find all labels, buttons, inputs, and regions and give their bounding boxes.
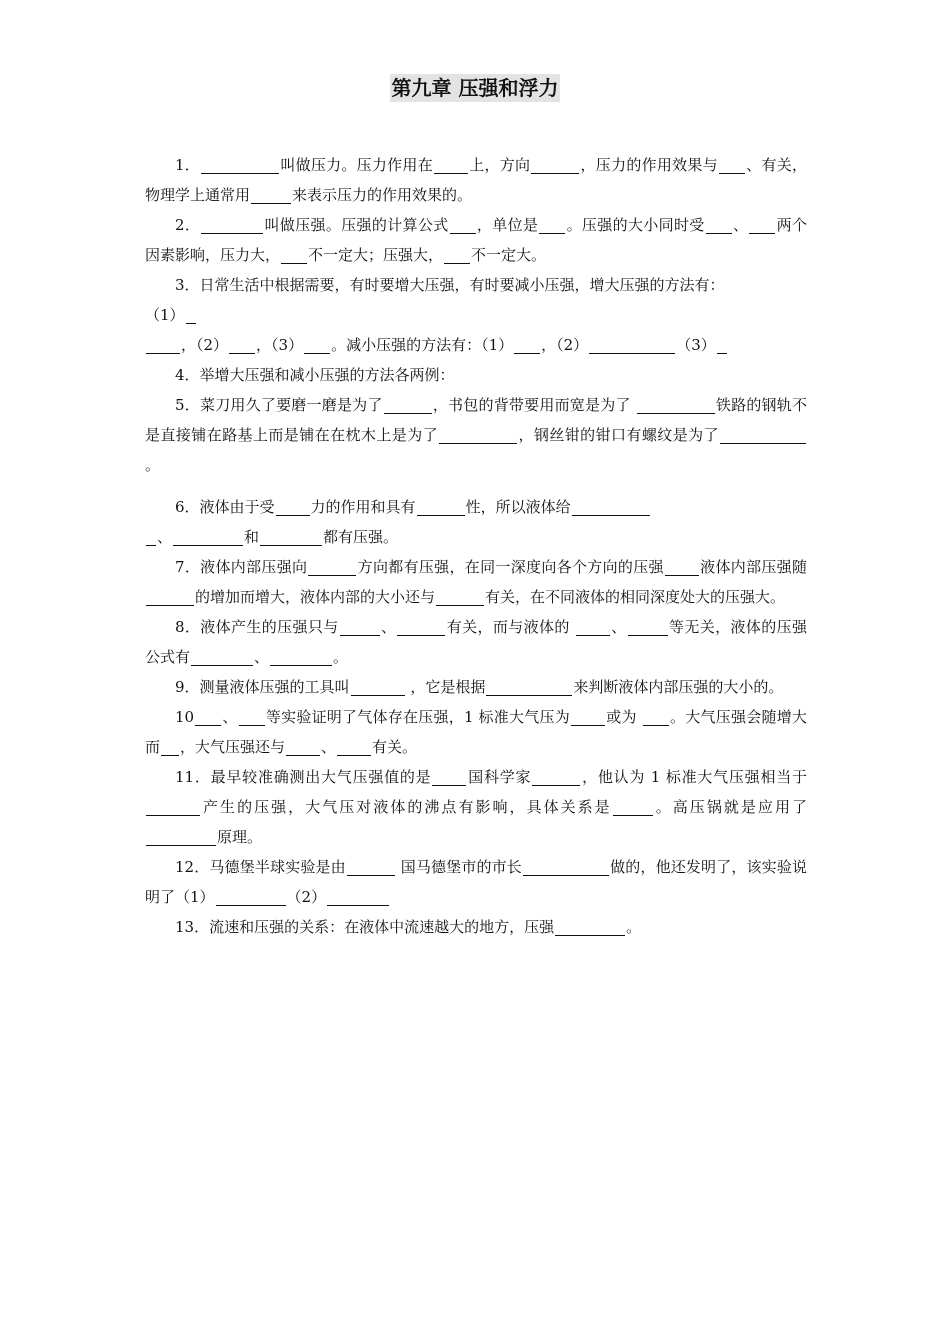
- fill-blank[interactable]: [523, 858, 609, 876]
- fill-blank[interactable]: [444, 246, 470, 264]
- q12-text: （2）: [286, 888, 327, 906]
- question-5: [145, 390, 807, 480]
- fill-blank[interactable]: [276, 498, 310, 516]
- fill-blank[interactable]: [229, 336, 255, 354]
- fill-blank[interactable]: [286, 738, 320, 756]
- fill-blank[interactable]: [304, 336, 330, 354]
- question-3: [145, 270, 807, 330]
- fill-blank[interactable]: [717, 336, 727, 354]
- q12-text: 做的，他还发明了: [609, 858, 732, 876]
- fill-blank[interactable]: [439, 426, 517, 444]
- fill-blank[interactable]: [146, 528, 156, 546]
- q12-text: 国马德堡市的市长: [395, 858, 522, 876]
- q3-text: （3）: [676, 336, 716, 354]
- q9-text: 来判断液体内部压强的大小的。: [573, 678, 784, 696]
- q6-text: 、: [157, 528, 173, 546]
- fill-blank[interactable]: [576, 618, 610, 636]
- q2-text: 不一定大；压强大，: [308, 246, 444, 264]
- q3-text: 3．日常生活中根据需要，有时要增大压强，有时要减小压强，增大压强的方法有：: [175, 276, 725, 294]
- q11-text: 原理。: [217, 828, 263, 846]
- q9-text: ，它是根据: [405, 678, 486, 696]
- fill-blank[interactable]: [555, 918, 625, 936]
- q4-text: 4．举增大压强和减小压强的方法各两例：: [175, 366, 455, 384]
- fill-blank[interactable]: [434, 156, 468, 174]
- question-list: [145, 150, 807, 942]
- q6-text: 和: [244, 528, 260, 546]
- fill-blank[interactable]: [397, 618, 445, 636]
- fill-blank[interactable]: [531, 156, 579, 174]
- fill-blank[interactable]: [251, 186, 291, 204]
- fill-blank[interactable]: [191, 648, 253, 666]
- question-13: [145, 912, 807, 942]
- q1-text: 来表示压力的作用效果的。: [292, 186, 473, 204]
- fill-blank[interactable]: [643, 708, 669, 726]
- q2-number: 2．: [175, 216, 201, 234]
- q8-text: 等无关，液体的压强公式有: [145, 618, 807, 666]
- q7-text: 有关，在不同液体的相同深度处大的压强大。: [485, 588, 786, 606]
- fill-blank[interactable]: [706, 216, 732, 234]
- q8-text: 8．液体产生的压强只与: [175, 618, 339, 636]
- question-9: [145, 672, 807, 702]
- q2-text: ，单位是: [476, 216, 539, 234]
- fill-blank[interactable]: [347, 858, 395, 876]
- fill-blank[interactable]: [436, 588, 484, 606]
- question-6: [145, 492, 807, 522]
- q1-text: 叫做压力。压力作用在: [280, 156, 433, 174]
- q3-text: （1）: [145, 306, 185, 324]
- q6-text: 力的作用和具有: [310, 498, 416, 516]
- fill-blank[interactable]: [308, 558, 356, 576]
- q12-text: 12．马德堡半球实验是由: [175, 858, 346, 876]
- q2-text: 叫做压强。压强的计算公式: [264, 216, 449, 234]
- q1-number: 1．: [175, 156, 201, 174]
- fill-blank[interactable]: [270, 648, 332, 666]
- page-title: [0, 74, 950, 102]
- fill-blank[interactable]: [201, 216, 263, 234]
- q11-text: ，他认为 1 标准大气压强相当于: [581, 768, 807, 786]
- q2-text: 、: [732, 216, 749, 234]
- q2-text: 两个因素影响，压力大，: [145, 216, 807, 264]
- q7-text: 的增加而增大，液体内部的大小还与: [195, 588, 436, 606]
- fill-blank[interactable]: [450, 216, 476, 234]
- q10-text: ，大气压强还与: [180, 738, 286, 756]
- q13-text: 。: [626, 918, 642, 936]
- fill-blank[interactable]: [173, 528, 243, 546]
- fill-blank[interactable]: [195, 708, 221, 726]
- question-7: [145, 552, 807, 612]
- q11-text: 11．最早较准确测出大气压强值的是: [175, 768, 432, 786]
- question-1: [145, 150, 807, 210]
- fill-blank[interactable]: [239, 708, 265, 726]
- fill-blank[interactable]: [337, 738, 371, 756]
- q1-text: 有关，物理学上通常用: [145, 156, 807, 204]
- q3-text: ，（3）: [256, 336, 304, 354]
- fill-blank[interactable]: [532, 768, 580, 786]
- fill-blank[interactable]: [216, 888, 286, 906]
- q1-text: 上，方向: [468, 156, 531, 174]
- q3-text: ，（2）: [181, 336, 229, 354]
- q5-text: 铁路的钢轨不是直接铺在路基上而是铺在在枕木上是为了: [145, 396, 807, 444]
- q10-text: 等实验证明了气体存在压强，1 标准大气压为: [265, 708, 571, 726]
- fill-blank[interactable]: [539, 216, 565, 234]
- fill-blank[interactable]: [589, 336, 675, 354]
- q10-text: 有关。: [372, 738, 418, 756]
- fill-blank[interactable]: [146, 798, 200, 816]
- fill-blank[interactable]: [749, 216, 775, 234]
- fill-blank[interactable]: [719, 156, 745, 174]
- q7-text: 液体内部压强随: [699, 558, 807, 576]
- fill-blank[interactable]: [161, 738, 179, 756]
- q6-text: 都有压强。: [323, 528, 399, 546]
- q8-text: 、: [254, 648, 270, 666]
- q10-text: 10: [175, 708, 195, 726]
- q2-text: 。压强的大小同时受: [566, 216, 705, 234]
- q5-text: ，钢丝钳的钳口有螺纹是为了: [518, 426, 719, 444]
- q8-text: 有关，而与液体的: [446, 618, 575, 636]
- q1-text: ，压力的作用效果与: [580, 156, 718, 174]
- fill-blank[interactable]: [384, 396, 432, 414]
- fill-blank[interactable]: [327, 888, 389, 906]
- q6-text: 性，所以液体给: [465, 498, 571, 516]
- q8-text: 。: [333, 648, 349, 666]
- question-6-cont: [145, 522, 807, 552]
- q8-text: 、: [380, 618, 397, 636]
- fill-blank[interactable]: [432, 768, 466, 786]
- q11-text: 。高压锅就是应用了: [653, 798, 807, 816]
- q10-text: 增大而: [145, 708, 807, 756]
- question-3-cont: [145, 330, 807, 360]
- q10-text: 或为: [606, 708, 642, 726]
- fill-blank[interactable]: [186, 306, 196, 324]
- q13-text: 13．流速和压强的关系：在液体中流速越大的地方，压强: [175, 918, 555, 936]
- fill-blank[interactable]: [486, 678, 572, 696]
- q3-text: ，（2）: [541, 336, 589, 354]
- fill-blank[interactable]: [260, 528, 322, 546]
- fill-blank[interactable]: [637, 396, 715, 414]
- fill-blank[interactable]: [571, 708, 605, 726]
- q5-text: ，书包的背带要用而宽是为了: [432, 396, 636, 414]
- q10-text: 、: [222, 708, 238, 726]
- q3-text: 。减小压强的方法有：（1）: [331, 336, 514, 354]
- q5-text: 。: [145, 456, 161, 474]
- q5-text: 5．菜刀用久了要磨一磨是为了: [175, 396, 383, 414]
- fill-blank[interactable]: [146, 336, 180, 354]
- fill-blank[interactable]: [281, 246, 307, 264]
- page-title-text: 第九章 压强和浮力: [391, 76, 559, 100]
- q8-text: 、: [610, 618, 627, 636]
- fill-blank[interactable]: [613, 798, 653, 816]
- q6-text: 6．液体由于受: [175, 498, 275, 516]
- fill-blank[interactable]: [628, 618, 668, 636]
- q7-text: 7．液体内部压强向: [175, 558, 308, 576]
- fill-blank[interactable]: [417, 498, 465, 516]
- fill-blank[interactable]: [351, 678, 405, 696]
- question-8: [145, 612, 807, 672]
- q1-text: 、: [745, 156, 762, 174]
- fill-blank[interactable]: [201, 156, 279, 174]
- question-11: [145, 762, 807, 852]
- q9-text: 9．测量液体压强的工具叫: [175, 678, 350, 696]
- fill-blank[interactable]: [572, 498, 650, 516]
- fill-blank[interactable]: [146, 828, 216, 846]
- fill-blank[interactable]: [720, 426, 806, 444]
- fill-blank[interactable]: [665, 558, 699, 576]
- fill-blank[interactable]: [146, 588, 194, 606]
- q2-text: 不一定大。: [471, 246, 547, 264]
- q7-text: 方向都有压强，在同一深度向各个方向的压强: [357, 558, 664, 576]
- q10-text: 。大气压强会随: [669, 708, 777, 726]
- question-10: [145, 702, 807, 762]
- q10-text: 、: [321, 738, 337, 756]
- question-2: [145, 210, 807, 270]
- q11-text: 产生的压强，大气压对液体的沸点有影响，具体关系是: [201, 798, 612, 816]
- q12-text: ，该实验说明了（1）: [145, 858, 807, 906]
- q11-text: 国科学家: [467, 768, 532, 786]
- fill-blank[interactable]: [340, 618, 380, 636]
- question-4: [145, 360, 807, 390]
- question-12: [145, 852, 807, 912]
- fill-blank[interactable]: [514, 336, 540, 354]
